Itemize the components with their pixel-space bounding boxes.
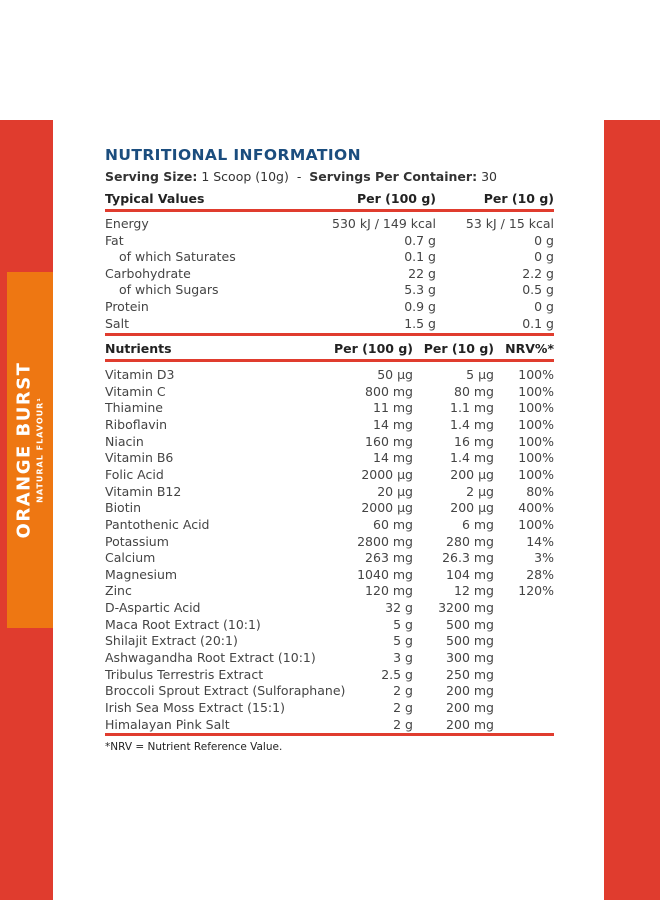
per-100g-value: 800 mg bbox=[365, 383, 413, 399]
per-100g-value: 1040 mg bbox=[357, 566, 413, 582]
table-row bbox=[105, 616, 554, 633]
table-row bbox=[105, 466, 554, 483]
nutrients-per-100g-heading: Per (100 g) bbox=[334, 341, 413, 356]
nrv-value: 100% bbox=[518, 416, 554, 432]
per-100g-value: 1.5 g bbox=[404, 315, 436, 331]
table-row bbox=[105, 699, 554, 716]
per-10g-value: 500 mg bbox=[446, 616, 494, 632]
per-10g-value: 2.2 g bbox=[522, 265, 554, 281]
nutrient-name: Magnesium bbox=[105, 566, 178, 582]
per-100g-value: 22 g bbox=[408, 265, 436, 281]
per-100g-value: 5 g bbox=[393, 633, 413, 649]
per-10g-value: 280 mg bbox=[446, 533, 494, 549]
nrv-value: 100% bbox=[518, 466, 554, 482]
per-10g-value: 53 kJ / 15 kcal bbox=[465, 216, 554, 231]
nrv-value: 3% bbox=[534, 550, 554, 566]
typical-values-header bbox=[105, 191, 554, 211]
table-row bbox=[105, 533, 554, 550]
per-10g-value: 0.5 g bbox=[522, 282, 554, 298]
nutrient-name: Tribulus Terrestris Extract bbox=[105, 666, 264, 682]
nutrient-name: Broccoli Sprout Extract (Sulforaphane) bbox=[105, 683, 346, 699]
nutrients-header bbox=[105, 341, 554, 361]
per-100g-value: 2 g bbox=[393, 716, 413, 732]
nutrient-name: Zinc bbox=[105, 583, 132, 599]
serving-size-label: Serving Size: bbox=[105, 169, 198, 184]
table-row bbox=[105, 449, 554, 466]
serving-separator: - bbox=[296, 169, 302, 184]
table-row bbox=[105, 366, 554, 383]
nutrient-name: Folic Acid bbox=[105, 466, 164, 482]
table-row bbox=[105, 265, 554, 282]
nrv-value: 120% bbox=[518, 583, 554, 599]
per-100g-value: 2 g bbox=[393, 683, 413, 699]
table-row bbox=[105, 566, 554, 583]
nutrient-name: Riboflavin bbox=[105, 416, 168, 432]
per-10g-value: 250 mg bbox=[446, 666, 494, 682]
nutrient-name: Ashwagandha Root Extract (10:1) bbox=[105, 650, 316, 666]
per-10g-heading: Per (10 g) bbox=[483, 191, 554, 206]
per-100g-value: 0.9 g bbox=[404, 299, 436, 314]
per-100g-value: 32 g bbox=[385, 600, 413, 616]
per-100g-value: 14 mg bbox=[373, 450, 413, 466]
per-100g-value: 14 mg bbox=[373, 416, 413, 432]
per-100g-value: 2800 mg bbox=[357, 533, 413, 549]
per-10g-value: 0 g bbox=[534, 299, 554, 314]
nutrient-name: Shilajit Extract (20:1) bbox=[105, 633, 238, 649]
per-10g-value: 2 µg bbox=[466, 483, 494, 499]
nutrient-name: Salt bbox=[105, 315, 129, 331]
table-row bbox=[105, 281, 554, 298]
nutrient-name: Maca Root Extract (10:1) bbox=[105, 616, 261, 632]
table-row bbox=[105, 416, 554, 433]
table-row bbox=[105, 499, 554, 516]
table-row bbox=[105, 248, 554, 265]
per-100g-value: 530 kJ / 149 kcal bbox=[332, 216, 436, 231]
nutrient-name: Pantothenic Acid bbox=[105, 516, 210, 532]
typical-header-rule bbox=[105, 209, 554, 212]
per-10g-value: 1.1 mg bbox=[450, 400, 494, 416]
nutrient-name: Fat bbox=[105, 232, 124, 248]
per-100g-value: 263 mg bbox=[365, 550, 413, 566]
per-100g-value: 3 g bbox=[393, 650, 413, 666]
per-10g-value: 200 µg bbox=[450, 500, 494, 516]
nrv-value: 14% bbox=[526, 533, 554, 549]
per-10g-value: 0 g bbox=[534, 249, 554, 265]
serving-size-value: 1 Scoop (10g) bbox=[201, 169, 289, 184]
table-row bbox=[105, 315, 554, 332]
nrv-heading: NRV%* bbox=[505, 341, 554, 356]
nrv-value: 28% bbox=[526, 566, 554, 582]
nutrients-header-rule bbox=[105, 359, 554, 362]
per-100g-value: 120 mg bbox=[365, 583, 413, 599]
per-10g-value: 1.4 mg bbox=[450, 416, 494, 432]
servings-per-container-label: Servings Per Container: bbox=[309, 169, 478, 184]
panel-title: NUTRITIONAL INFORMATION bbox=[105, 146, 361, 164]
per-10g-value: 0.1 g bbox=[522, 315, 554, 331]
per-100g-value: 2 g bbox=[393, 700, 413, 715]
per-10g-value: 6 mg bbox=[461, 516, 494, 532]
servings-per-container-value: 30 bbox=[481, 169, 497, 184]
right-side-band bbox=[604, 120, 660, 900]
nutrients-per-10g-heading: Per (10 g) bbox=[423, 341, 494, 356]
per-10g-value: 200 mg bbox=[446, 716, 494, 732]
nrv-value: 100% bbox=[518, 383, 554, 399]
per-10g-value: 300 mg bbox=[446, 650, 494, 666]
table-row bbox=[105, 682, 554, 699]
nutrient-name: Vitamin C bbox=[105, 383, 166, 399]
per-100g-value: 20 µg bbox=[377, 483, 413, 499]
table-row bbox=[105, 383, 554, 400]
per-100g-value: 2.5 g bbox=[381, 666, 413, 682]
typical-bottom-rule bbox=[105, 333, 554, 336]
table-row bbox=[105, 649, 554, 666]
per-10g-value: 5 µg bbox=[466, 367, 494, 382]
table-row bbox=[105, 232, 554, 249]
nrv-value: 100% bbox=[518, 450, 554, 466]
nutrient-name: Protein bbox=[105, 299, 149, 314]
nutrient-name: Biotin bbox=[105, 500, 141, 516]
per-10g-value: 80 mg bbox=[454, 383, 494, 399]
per-10g-value: 16 mg bbox=[454, 433, 494, 449]
table-row bbox=[105, 632, 554, 649]
per-100g-value: 5 g bbox=[393, 616, 413, 632]
per-10g-value: 200 mg bbox=[446, 683, 494, 699]
table-row bbox=[105, 399, 554, 416]
flavour-name: ORANGE BURST bbox=[13, 361, 35, 539]
per-10g-value: 3200 mg bbox=[438, 600, 494, 616]
per-10g-value: 1.4 mg bbox=[450, 450, 494, 466]
nutrients-bottom-rule bbox=[105, 733, 554, 736]
nutrient-name: D-Aspartic Acid bbox=[105, 600, 201, 616]
nutrient-name: of which Saturates bbox=[119, 249, 236, 265]
per-100g-value: 5.3 g bbox=[404, 282, 436, 298]
table-row bbox=[105, 549, 554, 566]
per-100g-value: 2000 µg bbox=[361, 466, 413, 482]
per-100g-value: 50 µg bbox=[377, 367, 413, 382]
per-10g-value: 26.3 mg bbox=[442, 550, 494, 566]
table-row bbox=[105, 215, 554, 232]
nutrient-name: Thiamine bbox=[105, 400, 163, 416]
typical-values-heading: Typical Values bbox=[105, 191, 205, 206]
per-100g-value: 0.1 g bbox=[404, 249, 436, 265]
nrv-value: 400% bbox=[518, 500, 554, 516]
nutrient-name: Calcium bbox=[105, 550, 156, 566]
nrv-value: 100% bbox=[518, 367, 554, 382]
table-row bbox=[105, 298, 554, 315]
serving-info bbox=[105, 169, 497, 184]
nutrient-name: Potassium bbox=[105, 533, 169, 549]
table-row bbox=[105, 516, 554, 533]
per-100g-value: 11 mg bbox=[373, 400, 413, 416]
table-row bbox=[105, 599, 554, 616]
per-100g-value: 2000 µg bbox=[361, 500, 413, 516]
table-row bbox=[105, 582, 554, 599]
flavour-subtitle: NATURAL FLAVOUR¹ bbox=[35, 397, 45, 503]
nutrients-heading: Nutrients bbox=[105, 341, 172, 356]
per-100g-value: 60 mg bbox=[373, 516, 413, 532]
table-row bbox=[105, 666, 554, 683]
per-10g-value: 0 g bbox=[534, 232, 554, 248]
per-10g-value: 200 µg bbox=[450, 466, 494, 482]
nutrient-name: Himalayan Pink Salt bbox=[105, 716, 230, 732]
per-100g-value: 160 mg bbox=[365, 433, 413, 449]
per-100g-heading: Per (100 g) bbox=[357, 191, 436, 206]
per-10g-value: 104 mg bbox=[446, 566, 494, 582]
nutrient-name: Niacin bbox=[105, 433, 144, 449]
nrv-value: 100% bbox=[518, 400, 554, 416]
table-row bbox=[105, 716, 554, 733]
nutrient-name: Vitamin D3 bbox=[105, 367, 175, 382]
nutrient-name: Vitamin B12 bbox=[105, 483, 182, 499]
per-10g-value: 500 mg bbox=[446, 633, 494, 649]
nrv-value: 80% bbox=[526, 483, 554, 499]
nrv-value: 100% bbox=[518, 433, 554, 449]
flavour-label bbox=[7, 272, 53, 628]
nutrient-name: Carbohydrate bbox=[105, 265, 191, 281]
nutrient-name: Irish Sea Moss Extract (15:1) bbox=[105, 700, 285, 715]
table-row bbox=[105, 483, 554, 500]
table-row bbox=[105, 433, 554, 450]
nrv-value: 100% bbox=[518, 516, 554, 532]
nutrient-name: Vitamin B6 bbox=[105, 450, 174, 466]
per-10g-value: 200 mg bbox=[446, 700, 494, 715]
per-100g-value: 0.7 g bbox=[404, 232, 436, 248]
per-10g-value: 12 mg bbox=[454, 583, 494, 599]
nutrient-name: Energy bbox=[105, 216, 149, 231]
nutrient-name: of which Sugars bbox=[119, 282, 219, 298]
nrv-footnote: *NRV = Nutrient Reference Value. bbox=[105, 741, 283, 753]
